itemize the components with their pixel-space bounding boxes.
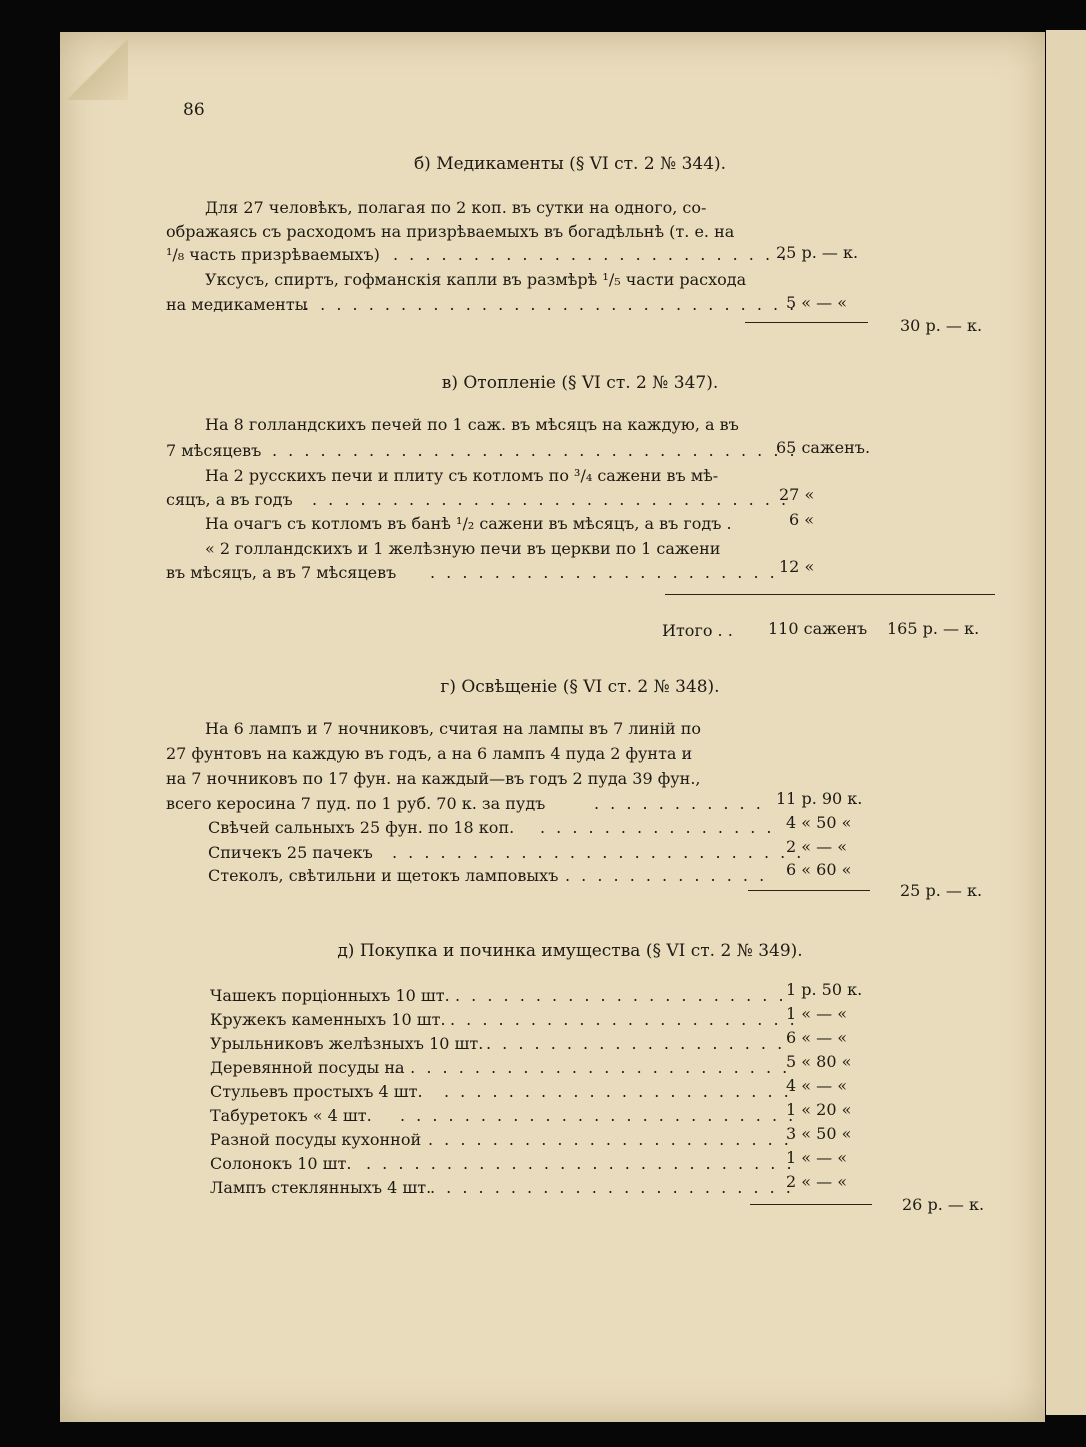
heating-itogo-qty: 110 саженъ [768,619,868,638]
lighting-line4-amount: 11 р. 90 к. [776,789,863,808]
property-item-label: Лампъ стеклянныхъ 4 шт. [210,1178,432,1197]
medicine-p1-line1: Для 27 человѣкъ, полагая по 2 коп. въ сутки на одного, со- [205,198,707,217]
dot-leader: . . . . . . . . . . . . . . . [540,818,775,837]
folded-corner [68,40,128,100]
lighting-item-label: Стеколъ, свѣтильни и щетокъ ламповыхъ [208,866,559,885]
property-item-amount: 6 « — « [786,1028,848,1047]
property-item-label: Чашекъ порціонныхъ 10 шт. [210,986,450,1005]
lighting-heading: г) Освѣщеніе (§ VI ст. 2 № 348). [440,677,720,697]
property-item-amount: 3 « 50 « [786,1124,852,1143]
lighting-line1: На 6 лампъ и 7 ночниковъ, считая на лампы въ 7 линій по [205,719,702,738]
lighting-line4: всего керосина 7 пуд. по 1 руб. 70 к. за пудъ [166,794,546,813]
facing-page-edge [1046,30,1086,1415]
heating-a-line1: На 8 голландскихъ печей по 1 саж. въ мѣсяцъ на каждую, а въ [205,415,739,434]
lighting-item-amount: 6 « 60 « [786,860,852,879]
medicine-total: 30 р. — к. [900,316,983,335]
heating-itogo-label: Итого . . [662,621,733,640]
medicine-heading: б) Медикаменты (§ VI ст. 2 № 344). [413,154,727,174]
property-item-amount: 1 « — « [786,1004,848,1023]
lighting-line2: 27 фунтовъ на каждую въ годъ, а на 6 лампъ 4 пуда 2 фунта и [166,744,693,763]
sum-rule [750,1204,872,1205]
property-item-amount: 5 « 80 « [786,1052,852,1071]
property-item-amount: 1 « — « [786,1148,848,1167]
lighting-item-amount: 2 « — « [786,837,848,856]
heating-itogo-sum: 165 р. — к. [887,619,980,638]
property-item-label: Стульевъ простыхъ 4 шт. [210,1082,423,1101]
dot-leader: . . . . . . . . . . . [594,794,764,813]
property-item-label: Урыльниковъ желѣзныхъ 10 шт. [210,1034,484,1053]
sum-rule [665,594,995,595]
lighting-item-amount: 4 « 50 « [786,813,852,832]
dot-leader: . . . . . . . . . . . . . . . . . . . . . [455,986,787,1005]
sum-rule [745,322,868,323]
heating-a-line2: 7 мѣсяцевъ [166,441,262,460]
heating-d-line2: въ мѣсяцъ, а въ 7 мѣсяцевъ [166,563,397,582]
lighting-item-label: Свѣчей сальныхъ 25 фун. по 18 коп. [208,818,515,837]
dot-leader: . . . . . . . . . . . . . . . . . . . . . . . . . . . . . . . . . [272,441,798,460]
sum-rule [748,890,870,891]
dot-leader: . . . . . . . . . . . . . . . . . . . . . . [450,1010,798,1029]
dot-leader: . . . . . . . . . . . . . . . . . . . . . . . [430,1178,794,1197]
property-total: 26 р. — к. [902,1195,985,1214]
heating-d-amount: 12 « [779,557,815,576]
property-item-amount: 2 « — « [786,1172,848,1191]
dot-leader: . . . . . . . . . . . . . . . . . . . . . . . . . . . . . . [312,490,790,509]
medicine-p1-line2: ображаясь съ расходомъ на призрѣваемыхъ въ богадѣльнѣ (т. е. на [166,222,735,241]
property-item-amount: 1 р. 50 к. [786,980,863,999]
property-item-label: Кружекъ каменныхъ 10 шт. [210,1010,446,1029]
dot-leader: . . . . . . . . . . . . . . . . . . . . . . [444,1082,792,1101]
dot-leader: . . . . . . . . . . . . . . . . . . . . . . . . . . . . . . . [304,295,798,314]
property-item-label: Деревянной посуды на [210,1058,405,1077]
medicine-p1-line3: ¹/₈ часть призрѣваемыхъ) [166,245,380,264]
dot-leader: . . . . . . . . . . . . . . . . . . . [486,1034,786,1053]
lighting-item-label: Спичекъ 25 пачекъ [208,843,373,862]
medicine-p2-line2: на медикаменты [166,295,308,314]
heating-c-amount: 6 « [789,510,815,529]
heating-b-line2: сяцъ, а въ годъ [166,490,293,509]
dot-leader: . . . . . . . . . . . . . . . . . . . . . . . . . . . [366,1154,795,1173]
heating-a-amount: 65 саженъ. [776,438,871,457]
dot-leader: . . . . . . . . . . . . . . . . . . . . . . . . . . [392,843,805,862]
property-heading: д) Покупка и починка имущества (§ VI ст. 2 № 349). [337,941,803,961]
heating-heading: в) Отопленіе (§ VI ст. 2 № 347). [441,373,719,393]
medicine-p1-amount: 25 р. — к. [776,243,859,262]
heating-d-line1: « 2 голландскихъ и 1 желѣзную печи въ церкви по 1 сажени [205,539,721,558]
dot-leader: . . . . . . . . . . . . . . . . . . . . . . . [428,1130,792,1149]
dot-leader: . . . . . . . . . . . . . . . . . . . . . . . . . [400,1106,797,1125]
medicine-p2-line1: Уксусъ, спиртъ, гофманскія капли въ размѣрѣ ¹/₅ части расхода [205,270,747,289]
heating-c-line1: На очагъ съ котломъ въ банѣ ¹/₂ сажени въ мѣсяцъ, а въ годъ . [205,514,732,533]
dot-leader: . . . . . . . . . . . . . [565,866,768,885]
dot-leader: . . . . . . . . . . . . . . . . . . . . . . . . . [394,1058,791,1077]
page-number: 86 [183,100,205,120]
property-item-amount: 1 « 20 « [786,1100,852,1119]
dot-leader: . . . . . . . . . . . . . . . . . . . . . . [430,563,778,582]
medicine-p2-amount: 5 « — « [786,293,848,312]
property-item-label: Табуретокъ « 4 шт. [210,1106,372,1125]
heating-b-amount: 27 « [779,485,815,504]
heating-b-line1: На 2 русскихъ печи и плиту съ котломъ по ³/₄ сажени въ мѣ- [205,466,719,485]
lighting-total: 25 р. — к. [900,881,983,900]
property-item-label: Солонокъ 10 шт. [210,1154,352,1173]
property-item-amount: 4 « — « [786,1076,848,1095]
property-item-label: Разной посуды кухонной [210,1130,422,1149]
lighting-line3: на 7 ночниковъ по 17 фун. на каждый—въ годъ 2 пуда 39 фун., [166,769,701,788]
dot-leader: . . . . . . . . . . . . . . . . . . . . . . . . . [393,245,790,264]
